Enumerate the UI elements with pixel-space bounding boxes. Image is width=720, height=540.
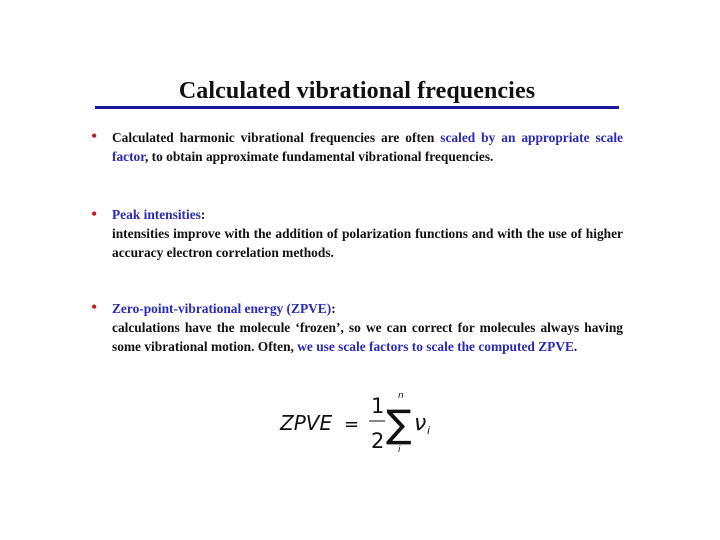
formula-term: ν [414, 411, 427, 436]
formula-equals: = [344, 414, 360, 435]
bullet-3-heading-suffix: : [331, 301, 336, 316]
formula-lhs: ZPVE [280, 411, 333, 435]
slide-title: Calculated vibrational frequencies [178, 78, 536, 104]
bullet-marker-3: • [91, 297, 98, 317]
formula-denominator: 2 [371, 429, 385, 453]
bullet-1-text [112, 128, 623, 166]
bullet-1-text-part1: Calculated harmonic vibrational frequencies are often [112, 130, 441, 145]
bullet-2-body: intensities improve with the addition of polarization functions and with the use of higher accuracy electron correlation methods. [112, 226, 623, 260]
bullet-1-highlight: scaled by an appropriate scale factor [112, 130, 623, 164]
title-underline [95, 106, 619, 109]
bullet-marker-1: • [91, 126, 98, 146]
bullet-marker-2: • [91, 204, 98, 224]
formula-upper-limit: n [398, 391, 404, 401]
formula-subscript: i [427, 424, 431, 437]
sum-icon: ∑ [386, 402, 412, 446]
bullet-2-heading: Peak intensities [112, 207, 201, 222]
bullet-3-heading: Zero-point-vibrational energy (ZPVE) [112, 301, 332, 316]
formula-lower-limit: i [398, 445, 401, 455]
bullet-3-highlight: we use scale factors to scale the computed ZPVE [297, 339, 574, 354]
bullet-3-body-part2: . [573, 339, 578, 354]
bullet-2-heading-suffix: : [200, 207, 206, 222]
bullet-3-text [112, 299, 623, 356]
zpve-formula [278, 388, 448, 460]
bullet-2-text [112, 205, 623, 262]
bullet-3-body-part1: calculations have the molecule ‘frozen’, so we can correct for molecules always having some vibrational motion. Often, [112, 320, 623, 354]
bullet-1-text-part2: , to obtain approximate fundamental vibrational frequencies. [144, 149, 494, 164]
formula-numerator: 1 [371, 394, 385, 418]
